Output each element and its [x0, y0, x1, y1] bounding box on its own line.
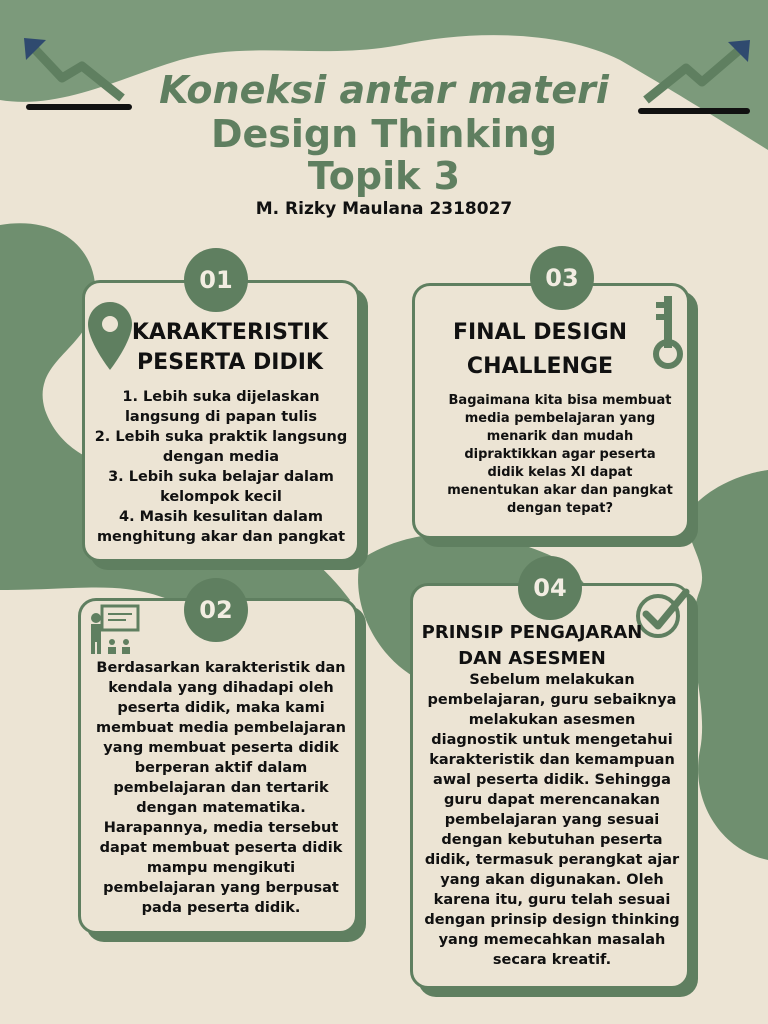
teacher-presentation-icon	[88, 604, 140, 656]
card-title: PRINSIP PENGAJARAN DAN ASESMEN	[421, 622, 643, 669]
card-title: FINAL DESIGN CHALLENGE	[452, 320, 628, 379]
card-number-badge: 02	[184, 578, 248, 642]
card-title: KARAKTERISTIK PESERTA DIDIK	[131, 320, 329, 375]
card-text: 1. Lebih suka dijelaskan langsung di papan tulis 2. Lebih suka praktik langsung dengan media 3. Lebih suka belajar dalam kelompok kecil 4. Masih kesulitan dalam menghitung akar dan pangkat	[94, 389, 348, 545]
card-number-badge: 01	[184, 248, 248, 312]
page-title-line2: Design Thinking	[210, 112, 558, 156]
card-text: Berdasarkan karakteristik dan kendala yang dihadapi oleh peserta didik, maka kami membuat media pembelajaran yang membuat peserta didik berperan aktif dalam pembelajaran dan tertarik dengan matematika. Harapannya, media tersebut dapat membuat peserta didik mampu mengikuti pembelajaran yang berpusat pada peserta didik.	[96, 660, 346, 916]
card-number-badge: 04	[518, 556, 582, 620]
location-pin-icon	[88, 300, 132, 372]
card-number-badge: 03	[530, 246, 594, 310]
card-text: Sebelum melakukan pembelajaran, guru sebaiknya melakukan asesmen diagnostik untuk mengetahui karakteristik dan kemampuan awal peserta didik. Sehingga guru dapat merencanakan pembelajaran yang sesuai dengan kebutuhan peserta didik, termasuk perangkat ajar yang akan digunakan. Oleh karena itu, guru telah sesuai dengan prinsip design thinking yang memecahkan masalah secara kreatif.	[424, 672, 680, 968]
page-title-line1: Koneksi antar materi	[159, 68, 609, 112]
author-label: M. Rizky Maulana 2318027	[255, 199, 513, 219]
page-title-line3: Topik 3	[307, 154, 461, 198]
card-text: Bagaimana kita bisa membuat media pembelajaran yang menarik dan mudah dipraktikkan agar peserta didik kelas XI dapat menentukan akar dan pangkat dengan tepat?	[447, 393, 673, 516]
key-icon	[650, 292, 690, 372]
